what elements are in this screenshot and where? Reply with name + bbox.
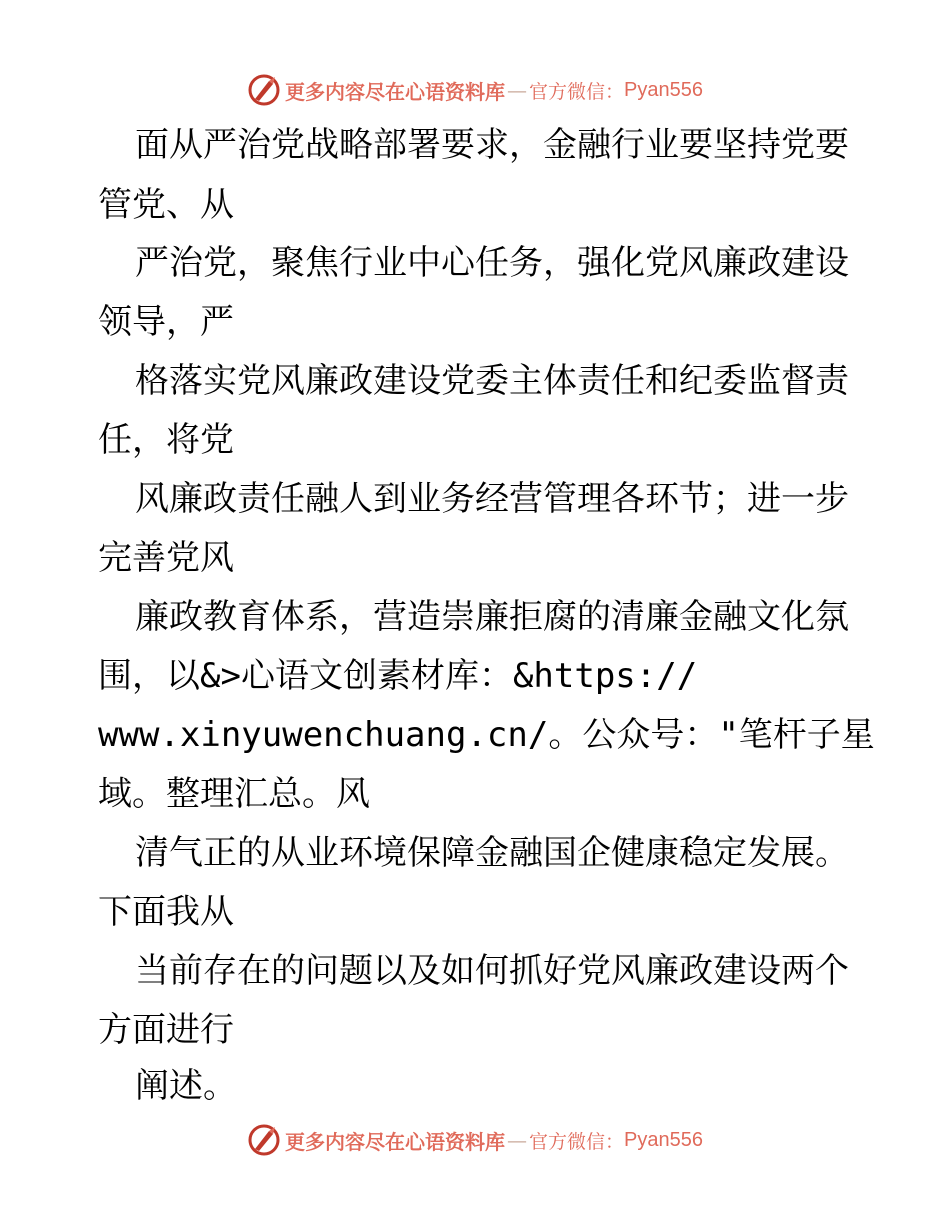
- quill-logo-icon: [247, 73, 281, 107]
- text-line: 管党、从: [98, 185, 234, 225]
- header-wechat-id: Pyan556: [624, 78, 703, 101]
- quill-logo-icon: [247, 1123, 281, 1157]
- text-line: 领导，严: [98, 302, 234, 342]
- header-banner: [0, 70, 950, 110]
- text-line: 严治党，聚焦行业中心任务，强化党风廉政建设: [135, 243, 849, 283]
- text-line: 面从严治党战略部署要求，金融行业要坚持党要: [135, 125, 849, 165]
- text-line: 廉政教育体系，营造崇廉拒腐的清廉金融文化氛: [135, 597, 849, 637]
- footer-brand-text: 更多内容尽在心语资料库: [285, 1129, 505, 1154]
- text-line: 阐述。: [135, 1066, 237, 1106]
- text-line: 风廉政责任融人到业务经营管理各环节；进一步: [135, 479, 849, 519]
- text-line: 方面进行: [98, 1010, 234, 1050]
- footer-dash: —: [507, 1128, 527, 1152]
- text-line: 下面我从: [98, 892, 234, 932]
- text-line: 域。整理汇总。风: [98, 774, 370, 814]
- text-line: 格落实党风廉政建设党委主体责任和纪委监督责: [135, 361, 849, 401]
- text-line: 任，将党: [98, 420, 234, 460]
- text-line: 围，以&>心语文创素材库：&https://: [98, 656, 698, 696]
- footer-wechat-id: Pyan556: [624, 1128, 703, 1151]
- text-line: 清气正的从业环境保障金融国企健康稳定发展。: [135, 833, 849, 873]
- text-line: 当前存在的问题以及如何抓好党风廉政建设两个: [135, 951, 849, 991]
- header-brand-text: 更多内容尽在心语资料库: [285, 79, 505, 104]
- header-wechat-label: 官方微信：: [529, 80, 625, 103]
- footer-wechat-label: 官方微信：: [529, 1130, 625, 1153]
- text-line: www.xinyuwenchuang.cn/。公众号："笔杆子星: [98, 715, 875, 755]
- header-dash: —: [507, 78, 527, 102]
- footer-banner: [0, 1120, 950, 1160]
- text-line: 完善党风: [98, 538, 234, 578]
